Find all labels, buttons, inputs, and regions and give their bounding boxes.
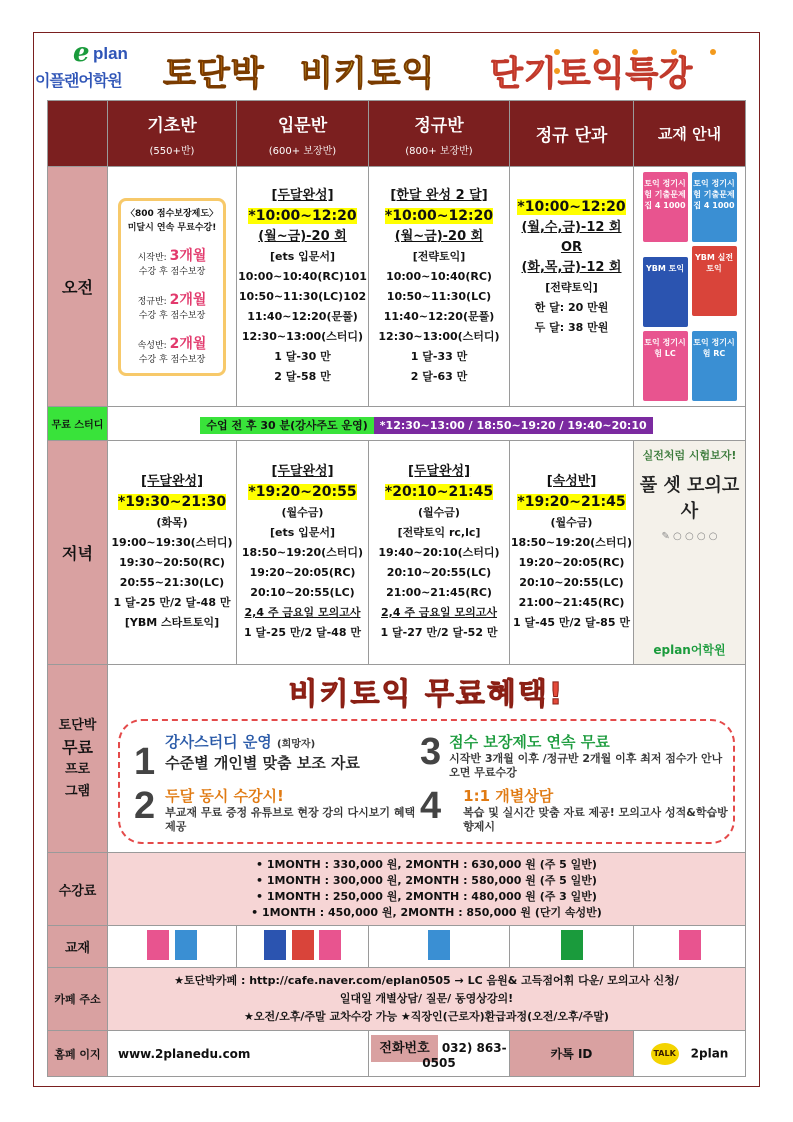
am-intro-cell: [두달완성] *10:00~12:20 (월~금)-20 회 [ets 입문서] 10:00~10:40(RC)101 10:50~11:30(LC)102 11:40~12:20(문풀) 12:30~13:00(스터디) 1 달-30 만 2 달-58 만 (237, 167, 369, 407)
benefit-title: 비키토익 무료혜택! (288, 677, 565, 712)
answer-sheet-graphic: ✎ ○ ○ ○ ○ (661, 531, 718, 542)
website-link[interactable]: www.2planedu.com (108, 1031, 369, 1077)
free-study-cell (108, 407, 746, 441)
fee-row (48, 853, 746, 926)
books-row (48, 926, 746, 968)
pm-regular-cell: [두달완성] *20:10~21:45 (월수금) [전략토익 rc,lc] 19:40~20:10(스터디) 20:10~20:55(LC) 21:00~21:45(RC) 2,4 주 금요일 모의고사 1 달-27 만/2 달-52 만 (369, 441, 510, 665)
book-cover: 토익 정기시험 기출문제집 4 1000 (692, 172, 737, 242)
pm-row (48, 441, 746, 665)
books-basic (108, 926, 237, 968)
schedule-table (47, 100, 746, 1077)
book-cover: 토익 정기시험 RC (692, 331, 737, 401)
free-study-row (48, 407, 746, 441)
benefit-item-1: 1 강사스터디 운영 (희망자) 수준별 개인별 맞춤 보조 자료 (134, 733, 360, 783)
col-regular: 정규반 (800+ 보장반) (369, 101, 510, 167)
title-todanbak: 토단박 (163, 54, 265, 94)
am-books-cell (634, 167, 746, 407)
benefit-cell (108, 665, 746, 853)
row-label-pm: 저녁 (48, 441, 108, 665)
kakao-talk-icon: TALK (651, 1043, 679, 1065)
cafe-row (48, 968, 746, 1031)
benefit-row (48, 665, 746, 853)
fee-cell: • 1MONTH : 330,000 원, 2MONTH : 630,000 원 (주 5 일반) • 1MONTH : 300,000 원, 2MONTH : 580,000 원 (주 5 일반) • 1MONTH : 250,000 원, 2MONTH : 480,000 원 (주 3 일반) • 1MONTH : 450,000 원, 2MONTH : 850,000 원 (단기 속성반) (108, 853, 746, 926)
logo-plan: plan (93, 44, 128, 63)
kakao-id: TALK 2plan (634, 1031, 746, 1077)
col-intro: 입문반 (600+ 보장반) (237, 101, 369, 167)
row-label-am: 오전 (48, 167, 108, 407)
benefit-item-2: 2 두달 동시 수강시! 부교재 무료 증정 유튜브로 현장 강의 다시보기 혜택 제공 (134, 785, 416, 833)
mock-test-promo: 실전처럼 시험보자! 풀 셋 모의고사 ✎ ○ ○ ○ ○ eplan어학원 (634, 441, 746, 665)
row-label-fee: 수강료 (48, 853, 108, 926)
row-label-benefit: 토단박 무료 프로 그램 (48, 665, 108, 853)
contact-row (48, 1031, 746, 1077)
benefit-item-4: 4 1:1 개별상담 복습 및 실시간 맞춤 자료 제공! 모의고사 성적&학습방향제시 (420, 785, 728, 833)
book-cover: YBM 실전토익 (692, 246, 737, 316)
phone-cell: 전화번호 032) 863-0505 (369, 1031, 510, 1077)
books-regular (369, 926, 510, 968)
pm-fast-cell: [속성반] *19:20~21:45 (월수금) 18:50~19:20(스터디) 19:20~20:05(RC) 20:10~20:55(LC) 21:00~21:45(RC) 1 달-45 만/2 달-85 만 (510, 441, 634, 665)
am-single-cell: *10:00~12:20 (월,수,금)-12 회 OR (화,목,금)-12 회 [전략토익] 한 달: 20 만원 두 달: 38 만원 (510, 167, 634, 407)
header-row (48, 101, 746, 167)
row-label-books: 교재 (48, 926, 108, 968)
pm-basic-cell: [두달완성] *19:30~21:30 (화목) 19:00~19:30(스터디) 19:30~20:50(RC) 20:55~21:30(LC) 1 달-25 만/2 달-48 만 [YBM 스타트토익] (108, 441, 237, 665)
free-study-desc: 수업 전 후 30 분(강사주도 운영) (200, 417, 373, 434)
col-single: 정규 단과 (510, 101, 634, 167)
logo-academy-name: 이플랜어학원 (35, 71, 122, 90)
cafe-link[interactable]: ★토단박카페 : http://cafe.naver.com/eplan0505 → LC 음원& 고득점어휘 다운/ 모의고사 신청/ (174, 974, 679, 987)
pm-intro-cell: [두달완성] *19:20~20:55 (월수금) [ets 입문서] 18:50~19:20(스터디) 19:20~20:05(RC) 20:10~20:55(LC) 2,4 주 금요일 모의고사 1 달-25 만/2 달-48 만 (237, 441, 369, 665)
cafe-cell: ★토단박카페 : http://cafe.naver.com/eplan0505 → LC 음원& 고득점어휘 다운/ 모의고사 신청/ 일대일 개별상담/ 질문/ 동영상강의! ★오전/오후/주말 교차수강 가능 ★직장인(근로자)환급과정(오전/오후/주말) (108, 968, 746, 1031)
row-label-home: 홈페 이지 (48, 1031, 108, 1077)
corner-cell (48, 101, 108, 167)
benefit-item-3: 3 점수 보장제도 연속 무료 시작반 3개월 이후 /정규반 2개월 이후 최저 점수가 안나오면 무료수강 (420, 731, 723, 779)
title-bikitoeic: 비키토익 (300, 54, 436, 94)
row-label-free-study: 무료 스터디 (48, 407, 108, 441)
benefit-box (118, 719, 735, 844)
book-cover: YBM 토익 (643, 257, 688, 327)
am-basic-cell (108, 167, 237, 407)
header (35, 36, 758, 98)
am-row (48, 167, 746, 407)
kakao-label: 카톡 ID (510, 1031, 634, 1077)
book-cover: 토익 정기시험 기출문제집 4 1000 (643, 172, 688, 242)
free-study-times: *12:30~13:00 / 18:50~19:20 / 19:40~20:10 (374, 417, 653, 434)
logo-e: e (73, 38, 90, 68)
col-basic: 기초반 (550+반) (108, 101, 237, 167)
books-intro (237, 926, 369, 968)
book-cover: 토익 정기시험 LC (643, 331, 688, 401)
title-short-course: 단기토익특강 (490, 54, 694, 94)
row-label-cafe: 카페 주소 (48, 968, 108, 1031)
books-extra (634, 926, 746, 968)
col-books: 교재 안내 (634, 101, 746, 167)
score-guarantee-box: 〈800 점수보장제도〉 미달시 연속 무료수강! 시작반: 3개월 수강 후 점수보장 정규반: 2개월 수강 후 점수보장 속성반: 2개월 수강 후 점수보장 (118, 198, 226, 376)
books-single (510, 926, 634, 968)
am-regular-cell: [한달 완성 2 달] *10:00~12:20 (월~금)-20 회 [전략토익] 10:00~10:40(RC) 10:50~11:30(LC) 11:40~12:20(문풀) 12:30~13:00(스터디) 1 달-33 만 2 달-63 만 (369, 167, 510, 407)
